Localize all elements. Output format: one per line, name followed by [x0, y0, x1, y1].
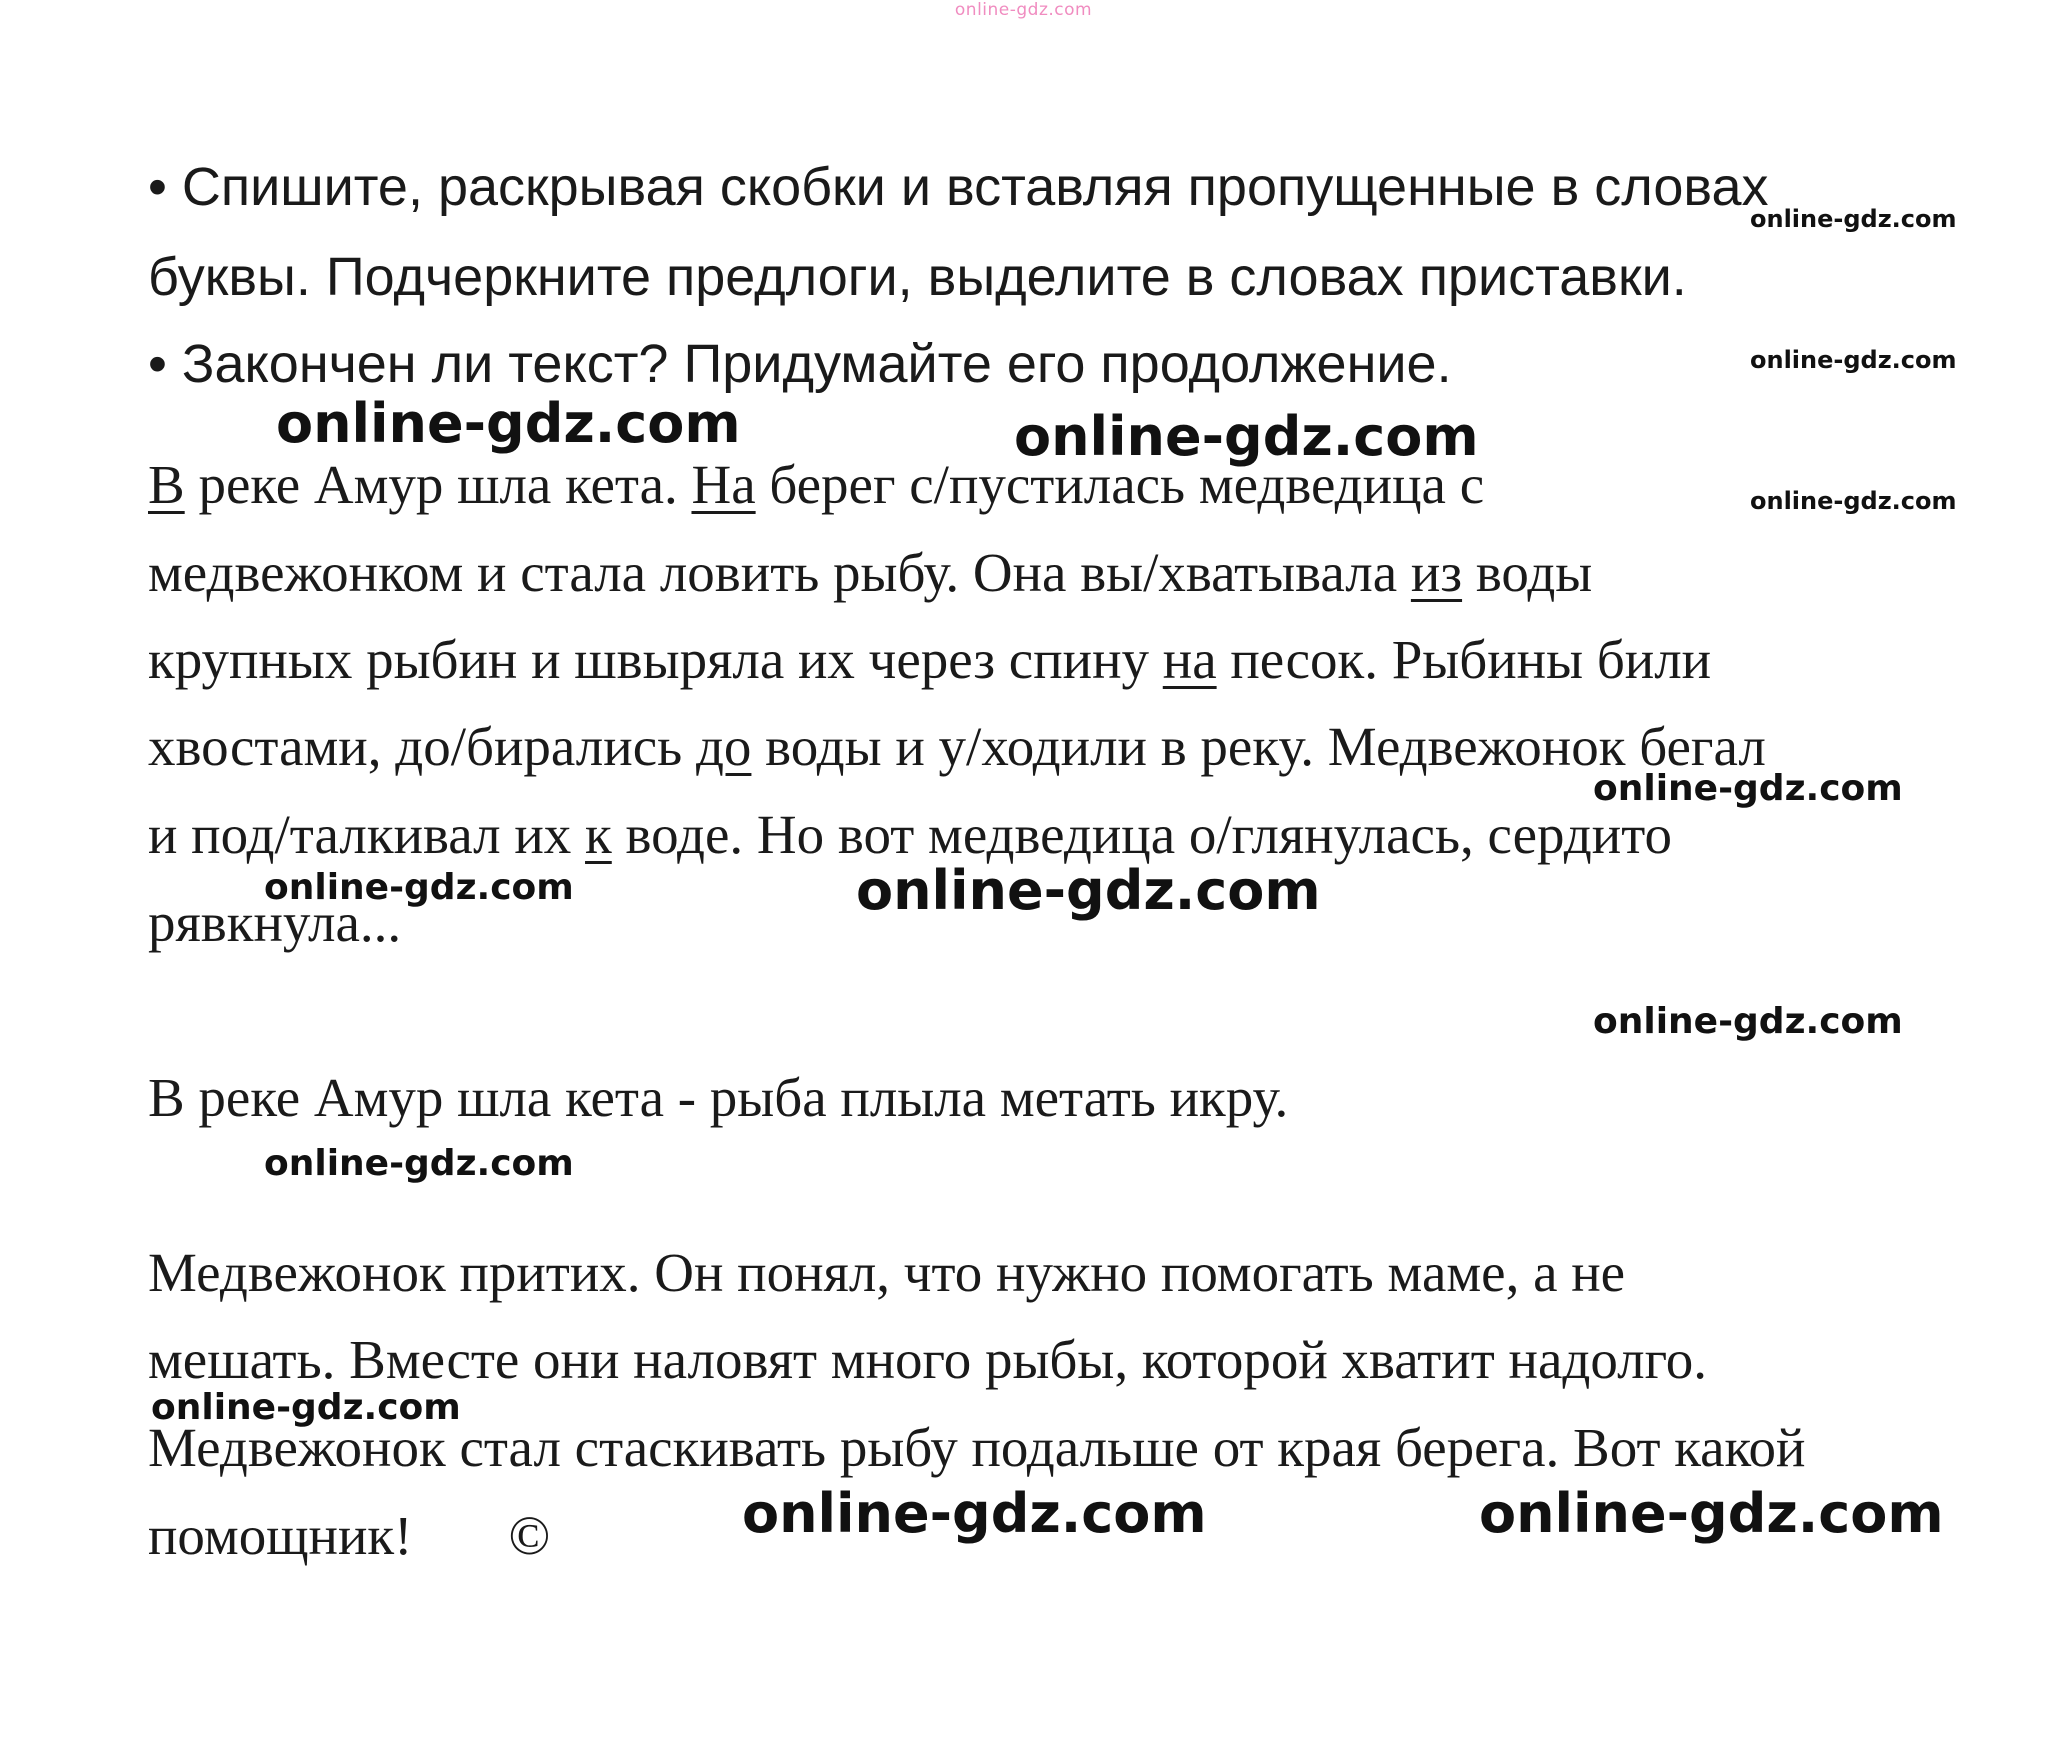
text-line-2	[148, 542, 1593, 603]
text-line-9: мешать. Вместе они наловят много рыбы, которой хватит надолго.	[148, 1329, 1708, 1390]
text-line-5	[148, 804, 1673, 865]
text-line-11	[148, 1505, 551, 1566]
text-fragment: воде. Но вот медведица о/глянулась, сердито	[611, 804, 1673, 865]
watermark: online-gdz.com	[276, 392, 741, 455]
text-line-6: рявкнула...	[148, 892, 402, 953]
text-line-7: В реке Амур шла кета - рыба плыла метать икру.	[148, 1067, 1289, 1128]
text-fragment: песок. Рыбины били	[1216, 629, 1712, 690]
task-line-3: • Закончен ли текст? Придумайте его продолжение.	[148, 334, 1452, 394]
text-fragment: помощник!	[148, 1505, 413, 1566]
task-line-1: • Спишите, раскрывая скобки и вставляя пропущенные в словах	[148, 157, 1769, 217]
preposition-underlined: на	[1162, 629, 1217, 690]
preposition-underlined: из	[1410, 542, 1463, 603]
preposition-underlined: На	[691, 454, 756, 515]
text-fragment: и под/талкивал их	[148, 804, 586, 865]
text-line-4	[148, 716, 1766, 777]
text-fragment: берег с/пустилась медведица с	[755, 454, 1485, 515]
watermark: online-gdz.com	[1750, 205, 1957, 233]
text-fragment: медвежонком и стала ловить рыбу. Она вы/хватывала	[148, 542, 1411, 603]
watermark: online-gdz.com	[856, 859, 1321, 922]
watermark: online-gdz.com	[1479, 1482, 1944, 1545]
watermark: online-gdz.com	[1750, 346, 1957, 374]
site-watermark-top: online-gdz.com	[954, 0, 1093, 20]
watermark: online-gdz.com	[742, 1482, 1207, 1545]
text-line-3	[148, 629, 1712, 690]
preposition-underlined: к	[585, 804, 612, 865]
watermark: online-gdz.com	[1750, 487, 1957, 515]
text-fragment: воды	[1462, 542, 1593, 603]
text-fragment: воды и у/ходили в реку. Медвежонок бегал	[751, 716, 1766, 777]
text-line-8: Медвежонок притих. Он понял, что нужно помогать маме, а не	[148, 1242, 1626, 1303]
preposition-underlined: до	[695, 716, 752, 777]
watermark: online-gdz.com	[264, 867, 574, 908]
text-fragment: крупных рыбин и швыряла их через спину	[148, 629, 1163, 690]
task-line-2: буквы. Подчеркните предлоги, выделите в словах приставки.	[148, 247, 1687, 307]
preposition-underlined: В	[148, 454, 185, 515]
watermark: online-gdz.com	[1593, 768, 1903, 809]
watermark: online-gdz.com	[1593, 1001, 1903, 1042]
watermark: online-gdz.com	[264, 1143, 574, 1184]
copyright-sign: ©	[508, 1505, 551, 1566]
watermark: online-gdz.com	[1014, 405, 1479, 468]
text-fragment: реке Амур шла кета.	[184, 454, 692, 515]
text-fragment: хвостами, до/бирались	[148, 716, 696, 777]
watermark: online-gdz.com	[151, 1387, 461, 1428]
text-line-10: Медвежонок стал стаскивать рыбу подальше от края берега. Вот какой	[148, 1417, 1806, 1478]
